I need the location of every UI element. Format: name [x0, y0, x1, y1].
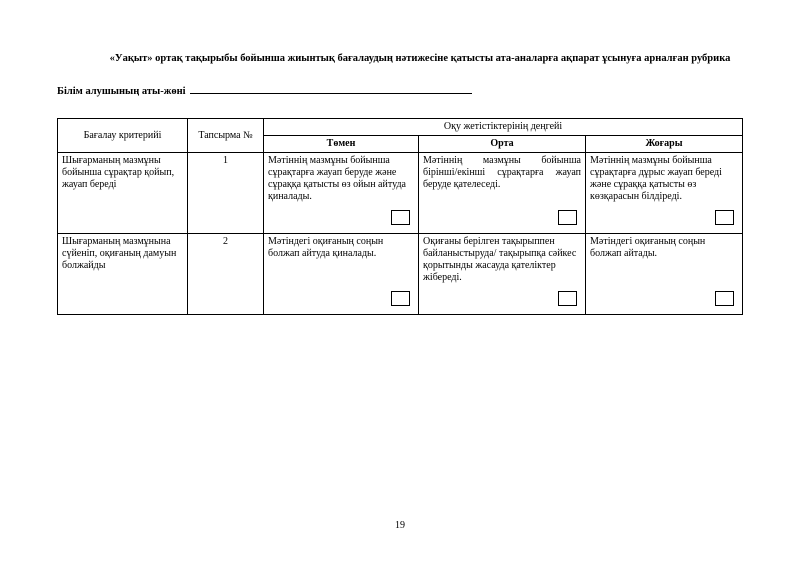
- level-low-text: Мәтіндегі оқиғаның соңын болжап айтуда қиналады.: [268, 236, 384, 259]
- level-high-checkbox[interactable]: [715, 210, 734, 225]
- level-mid-cell: [419, 234, 586, 315]
- table-row: [58, 234, 743, 315]
- header-level-high: Жоғары: [586, 136, 743, 153]
- level-low-text: Мәтіннің мазмұны бойынша сұрақтарға жауап беруде және сұраққа қатысты өз ойын айтуда қиналады.: [268, 155, 406, 202]
- table-row: [58, 153, 743, 234]
- student-name-label: Білім алушының аты-жөні: [57, 86, 186, 97]
- page-number: 19: [395, 520, 405, 531]
- level-low-checkbox[interactable]: [391, 291, 410, 306]
- header-criterion: Бағалау критерийі: [58, 119, 188, 153]
- level-mid-checkbox[interactable]: [558, 210, 577, 225]
- document-title: «Уақыт» ортақ тақырыбы бойынша жиынтық бағалаудың нәтижесіне қатысты ата-аналарға ақпарат ұсынуға арналған рубрика: [109, 53, 731, 64]
- student-name-field: [57, 84, 472, 97]
- level-mid-text: Мәтіннің мазмұны бойынша бірінші/екінші сұрақтарға жауап беруде қателеседі.: [423, 155, 581, 190]
- student-name-blank-line[interactable]: [190, 84, 472, 94]
- criterion-cell: Шығарманың мазмұны бойынша сұрақтар қойып, жауап береді: [58, 153, 188, 234]
- level-high-checkbox[interactable]: [715, 291, 734, 306]
- level-high-cell: [586, 234, 743, 315]
- level-low-cell: [264, 234, 419, 315]
- level-low-checkbox[interactable]: [391, 210, 410, 225]
- header-level-low: Төмен: [264, 136, 419, 153]
- criterion-cell: Шығарманың мазмұнына сүйеніп, оқиғаның дамуын болжайды: [58, 234, 188, 315]
- header-achievement-level: Оқу жетістіктерінің деңгейі: [264, 119, 743, 136]
- header-level-mid: Орта: [419, 136, 586, 153]
- rubric-table: [57, 118, 743, 315]
- level-high-text: Мәтіндегі оқиғаның соңын болжап айтады.: [590, 236, 706, 259]
- task-number-cell: 2: [188, 234, 264, 315]
- level-mid-checkbox[interactable]: [558, 291, 577, 306]
- level-low-cell: [264, 153, 419, 234]
- task-number-cell: 1: [188, 153, 264, 234]
- level-high-cell: [586, 153, 743, 234]
- level-high-text: Мәтіннің мазмұны бойынша сұрақтарға дұрыс жауап береді және сұраққа қатысты өз көзқарасын білдіреді.: [590, 155, 722, 202]
- level-mid-text: Оқиғаны берілген тақырыппен байланыстыруда/ тақырыпқа сәйкес қорытынды жасауда қателіктер жібереді.: [423, 236, 577, 283]
- level-mid-cell: [419, 153, 586, 234]
- header-task-number: Тапсырма №: [188, 119, 264, 153]
